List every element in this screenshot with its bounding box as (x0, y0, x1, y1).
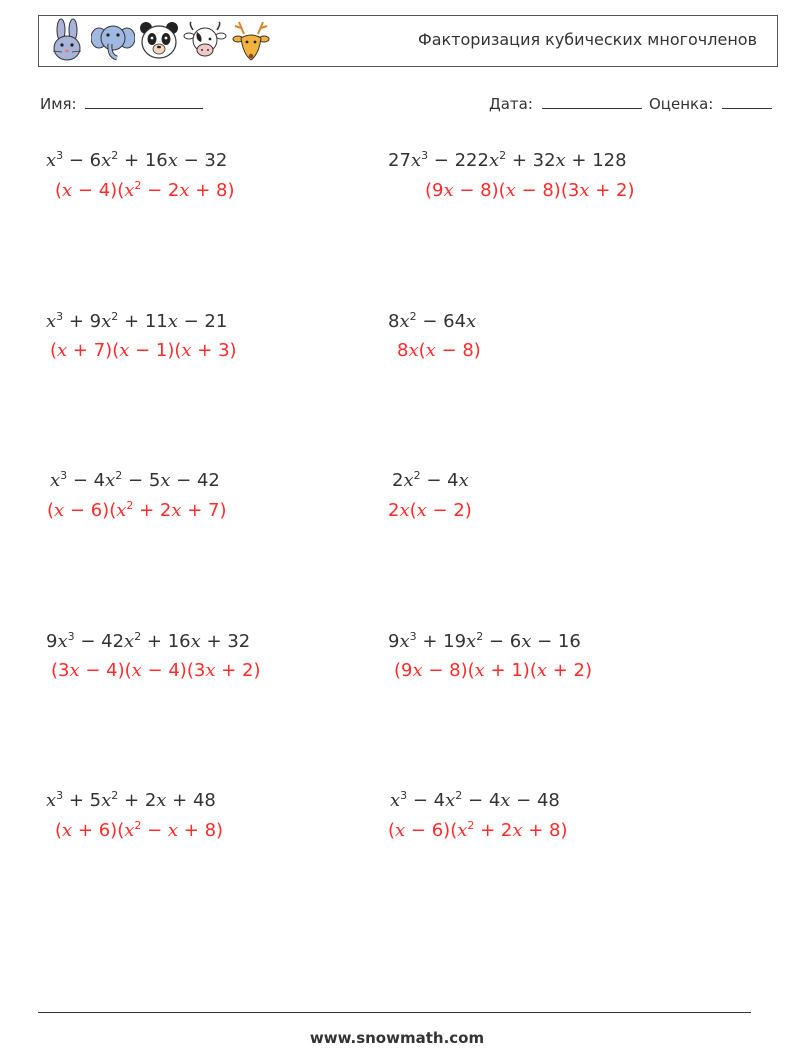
exponent: 2 (409, 310, 417, 323)
expr-text: − 16 (531, 631, 581, 652)
variable: x (156, 790, 167, 811)
problem-5 (50, 470, 220, 492)
name-blank[interactable] (85, 94, 203, 109)
variable: x (488, 150, 500, 171)
answer-7 (51, 660, 260, 682)
exponent: 3 (56, 789, 64, 802)
expr-text: ( (47, 500, 55, 521)
expr-text: + 2 (118, 790, 157, 811)
exponent: 2 (111, 310, 119, 323)
variable: x (536, 660, 548, 681)
variable: x (167, 150, 178, 171)
exponent: 3 (409, 630, 417, 643)
answer-4 (397, 340, 481, 362)
expr-text: − 4)( (79, 660, 132, 681)
expr-text: − 64 (416, 311, 467, 332)
variable: x (399, 311, 410, 332)
footer-divider (38, 1012, 751, 1013)
variable: x (69, 660, 80, 681)
variable: x (62, 820, 73, 841)
variable: x (505, 180, 516, 201)
variable: x (205, 660, 216, 681)
answer-1 (55, 180, 235, 202)
expr-text: + 8) (522, 820, 568, 841)
expr-text: + 16 (118, 150, 168, 171)
expr-text: − 8)( (422, 660, 475, 681)
variable: x (443, 180, 454, 201)
variable: x (445, 790, 456, 811)
date-label: Дата: (489, 95, 533, 113)
problem-2 (388, 150, 627, 172)
expr-text: − 1)( (129, 340, 182, 361)
variable: x (116, 500, 127, 521)
variable: x (457, 820, 468, 841)
expr-text: − 21 (177, 311, 228, 332)
variable: x (57, 340, 68, 361)
variable: x (124, 820, 135, 841)
expr-text: − 4 (407, 790, 446, 811)
expr-text: + 7)( (67, 340, 120, 361)
expr-text: − 4 (420, 470, 459, 491)
variable: x (54, 500, 65, 521)
expr-text: − 6 (63, 150, 102, 171)
expr-text: + 3) (191, 340, 237, 361)
expr-text: + 32 (200, 631, 251, 652)
elephant-icon (91, 18, 135, 64)
expr-text: − 5 (122, 470, 161, 491)
exponent: 2 (115, 469, 123, 482)
expr-text: + 2) (589, 180, 635, 201)
problem-3 (46, 311, 227, 333)
variable: x (500, 790, 511, 811)
variable: x (167, 820, 179, 841)
variable: x (171, 500, 182, 521)
variable: x (408, 340, 419, 361)
exponent: 2 (134, 630, 142, 643)
exponent: 3 (60, 469, 68, 482)
expr-text: ( (418, 340, 426, 361)
variable: x (101, 150, 112, 171)
expr-text: + 9 (63, 311, 102, 332)
expr-text: + 2) (215, 660, 261, 681)
answer-2 (425, 180, 634, 202)
exponent: 2 (126, 499, 134, 512)
problem-10 (390, 790, 560, 812)
expr-text: 27 (388, 150, 411, 171)
variable: x (101, 311, 112, 332)
answer-3 (50, 340, 237, 362)
exponent: 2 (476, 630, 484, 643)
exponent: 3 (400, 789, 408, 802)
expr-text: + 5 (63, 790, 102, 811)
expr-text: + 19 (416, 631, 467, 652)
variable: x (458, 470, 469, 491)
expr-text: + 2 (133, 500, 172, 521)
variable: x (416, 500, 427, 521)
exponent: 2 (455, 789, 463, 802)
variable: x (190, 631, 201, 652)
expr-text: − 4 (462, 790, 501, 811)
exponent: 3 (56, 149, 64, 162)
name-label: Имя: (40, 95, 77, 113)
cow-icon (183, 18, 227, 64)
expr-text: (9 (425, 180, 444, 201)
expr-text: + 2) (547, 660, 593, 681)
expr-text: 9 (46, 631, 58, 652)
grade-field[interactable] (649, 94, 772, 113)
expr-text: + 48 (166, 790, 216, 811)
expr-text: + 2 (474, 820, 513, 841)
expr-text: 2 (392, 470, 404, 491)
variable: x (119, 340, 130, 361)
expr-text: − 8)(3 (515, 180, 580, 201)
variable: x (521, 631, 532, 652)
variable: x (410, 150, 422, 171)
answer-9 (55, 820, 223, 842)
grade-label: Оценка: (649, 95, 714, 113)
variable: x (62, 180, 73, 201)
variable: x (131, 660, 142, 681)
variable: x (46, 150, 57, 171)
expr-text: + 128 (565, 150, 627, 171)
date-blank[interactable] (542, 94, 642, 109)
footer-url: www.snowmath.com (309, 1029, 485, 1047)
expr-text: + 8) (178, 820, 224, 841)
exponent: 3 (421, 149, 429, 162)
variable: x (124, 180, 135, 201)
expr-text: − 42 (170, 470, 220, 491)
expr-text: − 6 (483, 631, 522, 652)
variable: x (160, 470, 171, 491)
problem-8 (388, 631, 581, 653)
expr-text: + 16 (141, 631, 191, 652)
problem-1 (46, 150, 227, 172)
expr-text: − 4 (67, 470, 106, 491)
variable: x (124, 631, 135, 652)
exponent: 2 (499, 149, 507, 162)
variable: x (403, 470, 414, 491)
variable: x (512, 820, 523, 841)
expr-text: 8 (397, 340, 409, 361)
animal-icons (45, 18, 273, 64)
expr-text: + 11 (118, 311, 168, 332)
expr-text: − 2) (426, 500, 472, 521)
expr-text: ( (55, 820, 63, 841)
variable: x (105, 470, 116, 491)
variable: x (425, 340, 436, 361)
expr-text: ( (55, 180, 63, 201)
answer-5 (47, 500, 227, 522)
name-field[interactable] (40, 94, 203, 113)
expr-text: − 2 (141, 180, 180, 201)
worksheet-header (38, 15, 778, 67)
exponent: 2 (111, 149, 119, 162)
date-field[interactable] (489, 94, 642, 113)
variable: x (50, 470, 61, 491)
variable: x (179, 180, 190, 201)
panda-icon (137, 18, 181, 64)
variable: x (57, 631, 68, 652)
variable: x (474, 660, 485, 681)
problem-9 (46, 790, 216, 812)
exponent: 2 (413, 469, 421, 482)
deer-icon (229, 18, 273, 64)
answer-6 (388, 500, 472, 522)
exponent: 3 (56, 310, 64, 323)
exponent: 2 (467, 819, 475, 832)
expr-text: + 7) (181, 500, 227, 521)
exponent: 3 (67, 630, 75, 643)
problem-6 (392, 470, 469, 492)
expr-text: − 6)( (64, 500, 117, 521)
expr-text: ( (409, 500, 417, 521)
expr-text: − (141, 820, 168, 841)
variable: x (167, 311, 178, 332)
problem-7 (46, 631, 250, 653)
expr-text: − 8) (435, 340, 481, 361)
grade-blank[interactable] (722, 94, 772, 109)
expr-text: + 32 (506, 150, 556, 171)
expr-text: 9 (388, 631, 400, 652)
variable: x (466, 631, 477, 652)
variable: x (399, 631, 410, 652)
rabbit-icon (45, 18, 89, 64)
expr-text: (3 (51, 660, 70, 681)
expr-text: (9 (394, 660, 413, 681)
variable: x (579, 180, 590, 201)
variable: x (466, 311, 477, 332)
variable: x (412, 660, 423, 681)
variable: x (555, 150, 566, 171)
expr-text: − 48 (510, 790, 560, 811)
variable: x (181, 340, 192, 361)
exponent: 2 (134, 179, 142, 192)
expr-text: + 1)( (484, 660, 537, 681)
expr-text: − 32 (177, 150, 228, 171)
exponent: 2 (111, 789, 119, 802)
page-title: Факторизация кубических многочленов (417, 30, 757, 49)
variable: x (46, 311, 57, 332)
expr-text: + 6)( (72, 820, 125, 841)
answer-10 (388, 820, 568, 842)
expr-text: − 222 (428, 150, 489, 171)
expr-text: ( (388, 820, 396, 841)
variable: x (46, 790, 57, 811)
expr-text: − 4)( (72, 180, 125, 201)
expr-text: − 4)(3 (141, 660, 206, 681)
answer-8 (394, 660, 592, 682)
expr-text: + 8) (189, 180, 235, 201)
expr-text: − 8)( (453, 180, 506, 201)
variable: x (395, 820, 406, 841)
expr-text: 8 (388, 311, 400, 332)
exponent: 2 (134, 819, 142, 832)
variable: x (390, 790, 401, 811)
variable: x (399, 500, 410, 521)
problem-4 (388, 311, 476, 333)
expr-text: 2 (388, 500, 400, 521)
expr-text: − 42 (74, 631, 125, 652)
variable: x (101, 790, 112, 811)
expr-text: − 6)( (405, 820, 458, 841)
expr-text: ( (50, 340, 58, 361)
